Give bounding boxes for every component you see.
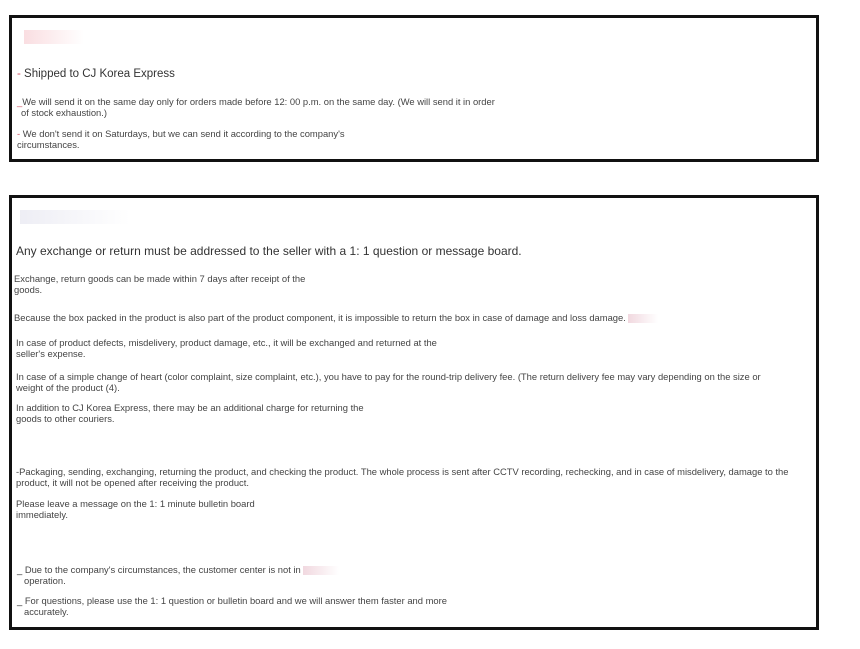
returns-p6a: -Packaging, sending, exchanging, returning the product, and checking the product. The whole process is sent after CCTV recording, rechecking, and in case of misdelivery, damage to the <box>16 466 789 477</box>
returns-customer-center-note <box>17 564 339 586</box>
returns-message-note <box>16 498 255 520</box>
returns-cctv-note <box>16 466 788 488</box>
returns-p1b: goods. <box>14 284 43 295</box>
returns-box-note <box>14 312 658 323</box>
faded-title-decoration <box>20 210 130 224</box>
shipping-info-box <box>9 15 819 162</box>
returns-heading: Any exchange or return must be addressed to the seller with a 1: 1 question or message board. <box>16 244 522 258</box>
returns-info-box <box>9 195 819 630</box>
returns-p8a: Due to the company's circumstances, the customer center is not in <box>22 564 301 575</box>
returns-questions-note <box>17 595 447 617</box>
returns-p7b: immediately. <box>16 509 68 520</box>
returns-p5b: goods to other couriers. <box>16 413 115 424</box>
returns-p4a: In case of a simple change of heart (color complaint, size complaint, etc.), you have to pay for the round-trip delivery fee. (The return delivery fee may vary depending on the size or <box>16 371 761 382</box>
returns-p8b: operation. <box>24 575 66 587</box>
returns-defect-note <box>16 337 437 359</box>
returns-p4b: weight of the product (4). <box>16 382 120 393</box>
line-prefix: _ <box>17 96 23 107</box>
smudge-decoration <box>628 314 658 323</box>
shipping-same-day-note <box>17 96 495 118</box>
shipping-line1: We will send it on the same day only for orders made before 12: 00 p.m. on the same day. (We will send it in order <box>22 96 495 107</box>
line-prefix: _ <box>17 595 23 606</box>
returns-p3b: seller's expense. <box>16 348 86 359</box>
returns-other-courier-note <box>16 402 364 424</box>
returns-p2: Because the box packed in the product is also part of the product component, it is impossible to return the box in case of damage and loss damage. <box>14 312 626 323</box>
shipping-heading-text: Shipped to CJ Korea Express <box>24 68 175 80</box>
shipping-line2: We don't send it on Saturdays, but we can send it according to the company's <box>20 128 345 139</box>
shipping-saturday-note <box>17 128 345 150</box>
smudge-decoration <box>303 566 339 575</box>
shipping-line1b: of stock exhaustion.) <box>21 107 107 118</box>
faded-title-decoration <box>24 30 84 44</box>
returns-p6b: product, it will not be opened after receiving the product. <box>16 477 249 488</box>
returns-p3a: In case of product defects, misdelivery, product damage, etc., it will be exchanged and returned at the <box>16 337 437 348</box>
returns-p9a: For questions, please use the 1: 1 question or bulletin board and we will answer them faster and more <box>22 595 447 606</box>
heading-bullet: - <box>17 68 21 80</box>
returns-p7a: Please leave a message on the 1: 1 minute bulletin board <box>16 498 255 509</box>
shipping-heading <box>17 67 175 81</box>
returns-p1a: Exchange, return goods can be made within 7 days after receipt of the <box>14 273 306 284</box>
returns-p9b: accurately. <box>24 606 69 617</box>
returns-window-note <box>14 273 305 295</box>
returns-change-of-heart-note <box>16 371 761 393</box>
line-prefix: - <box>17 128 21 139</box>
line-prefix: _ <box>17 564 23 575</box>
returns-p5a: In addition to CJ Korea Express, there may be an additional charge for returning the <box>16 402 364 413</box>
shipping-line2b: circumstances. <box>17 139 80 150</box>
